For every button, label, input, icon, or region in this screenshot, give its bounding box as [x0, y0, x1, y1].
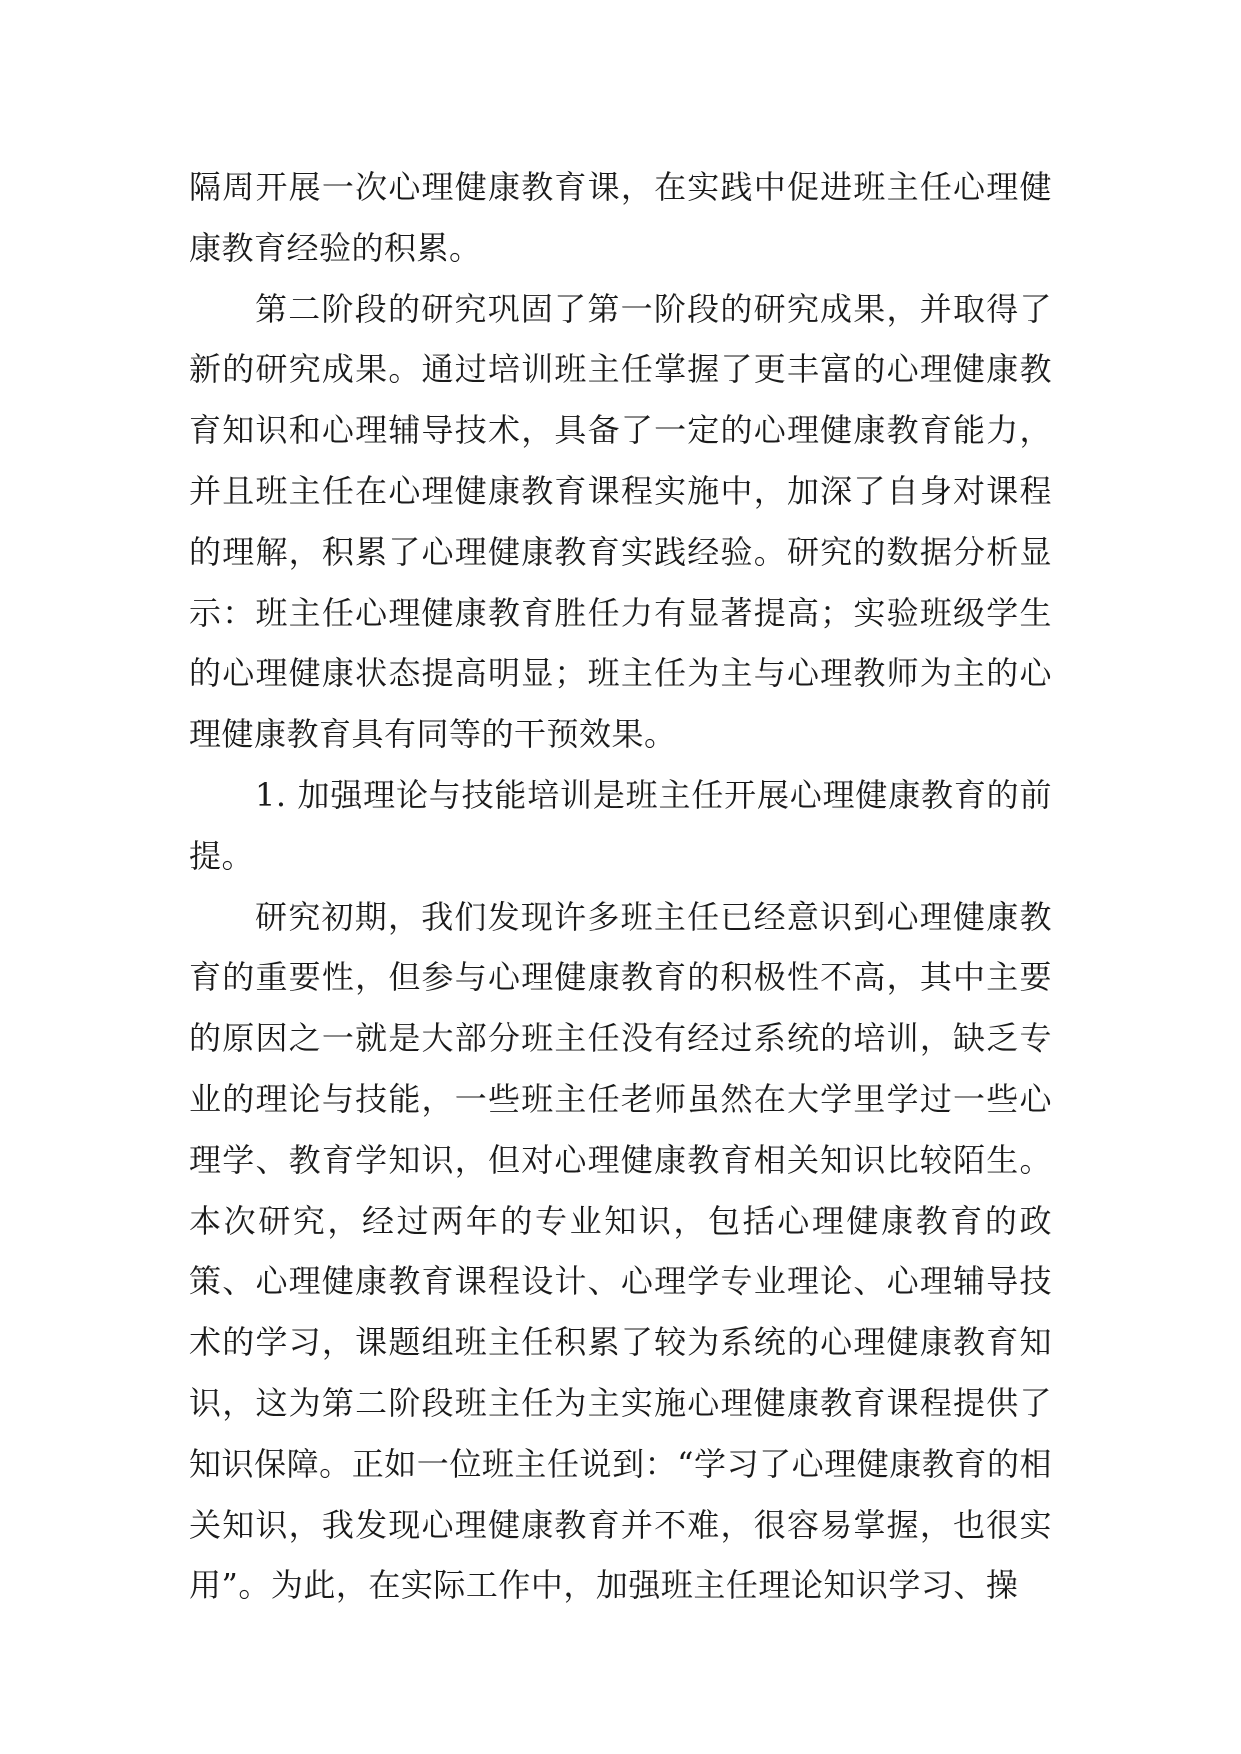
paragraph-training-details: 研究初期，我们发现许多班主任已经意识到心理健康教育的重要性，但参与心理健康教育的积极性不高，其中主要的原因之一就是大部分班主任没有经过系统的培训，缺乏专业的理论与技能，一些班主任老师虽然在大学里学过一些心理学、教育学知识，但对心理健康教育相关知识比较陌生。本次研究，经过两年的专业知识，包括心理健康教育的政策、心理健康教育课程设计、心理学专业理论、心理辅导技术的学习，课题组班主任积累了较为系统的心理健康教育知识，这为第二阶段班主任为主实施心理健康教育课程提供了知识保障。正如一位班主任说到：“学习了心理健康教育的相关知识，我发现心理健康教育并不难，很容易掌握，也很实用”。为此，在实际工作中，加强班主任理论知识学习、操	[189, 897, 1052, 1605]
paragraph-stage-two-results: 第二阶段的研究巩固了第一阶段的研究成果，并取得了新的研究成果。通过培训班主任掌握了更丰富的心理健康教育知识和心理辅导技术，具备了一定的心理健康教育能力，并且班主任在心理健康教育课程实施中，加深了自身对课程的理解，积累了心理健康教育实践经验。研究的数据分析显示：班主任心理健康教育胜任力有显著提高；实验班级学生的心理健康状态提高明显；班主任为主与心理教师为主的心理健康教育具有同等的干预效果。	[189, 289, 1052, 754]
paragraph-continuation: 隔周开展一次心理健康教育课，在实践中促进班主任心理健康教育经验的积累。	[189, 168, 1052, 267]
section-heading-training: 1. 加强理论与技能培训是班主任开展心理健康教育的前提。	[189, 775, 1052, 875]
document-body	[189, 157, 1052, 1616]
